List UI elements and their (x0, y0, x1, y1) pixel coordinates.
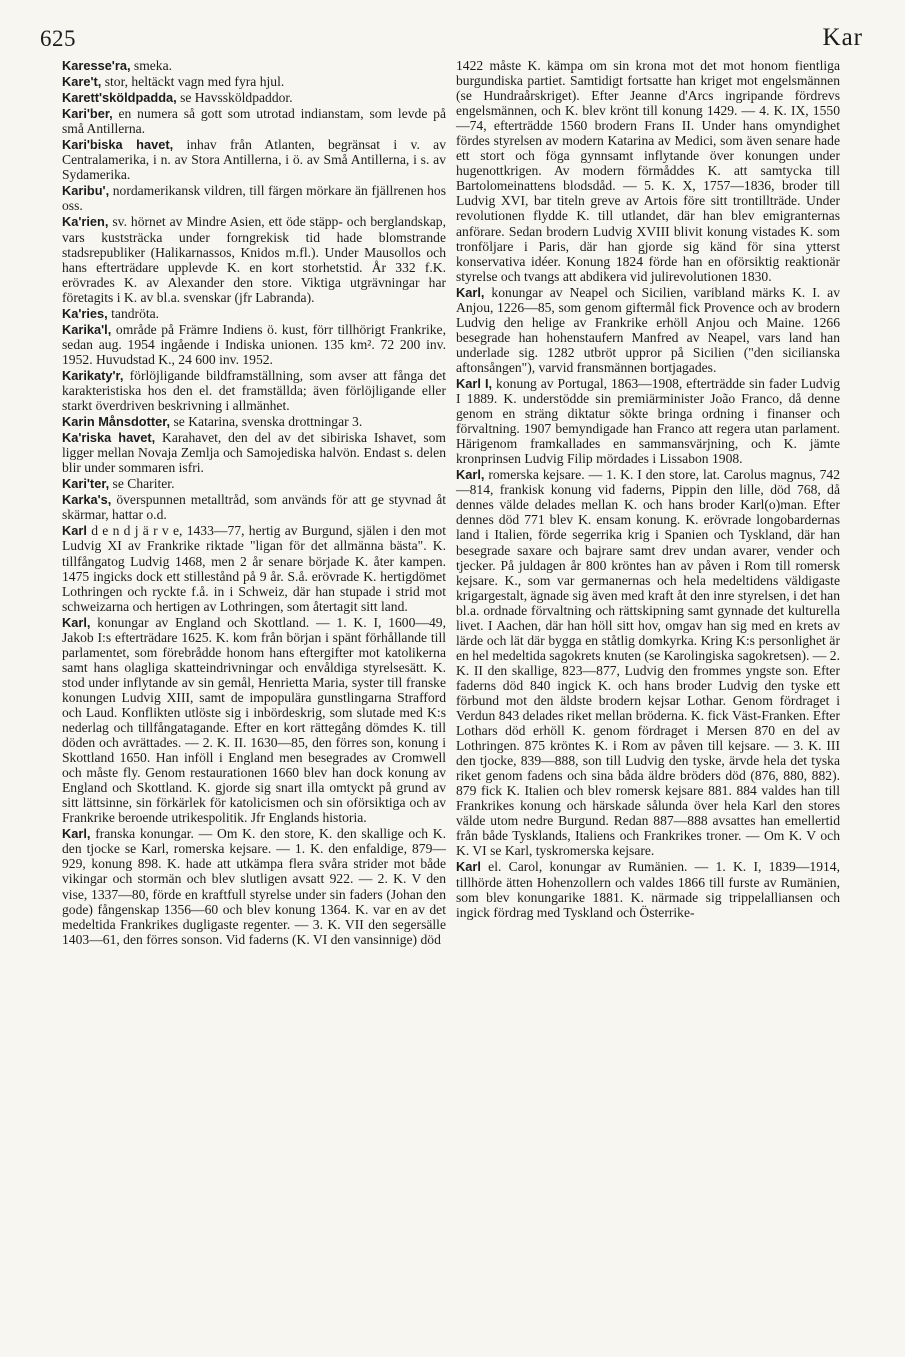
entry (62, 74, 446, 89)
entry (62, 615, 446, 826)
entry (62, 90, 446, 105)
entry (456, 285, 840, 375)
entry-headword: Kari'ter, (62, 476, 110, 492)
entry (62, 826, 446, 946)
entry-text: konung av Portugal, 1863—1908, efterträdde sin fader Ludvig I 1889. K. understödde sin premiärminister João Franco, då denne genom en sträng diktatur sökte bringa ordning i finanser och förvaltning. 1907 bemyndigade han Franco att regera utan parlament. Härigenom framkallades en sammansvärjning, och K. jämte kronprinsen Ludvig Filip mördades i Lissabon 1908. (456, 375, 840, 467)
entry (62, 58, 446, 73)
entry-text: se Havssköldpaddor. (176, 90, 293, 106)
left-column (62, 58, 446, 948)
entry (62, 430, 446, 475)
entry-headword: Karl (62, 523, 87, 539)
entry-text: Karahavet, den del av det sibiriska Ishavet, som ligger mellan Novaja Zemlja och Samojediska halvön. Endast s. delen blir under sommaren isfri. (62, 430, 446, 476)
entry-headword: Kare't, (62, 74, 102, 90)
entry (62, 414, 446, 429)
entry-headword: Karett'sköldpadda, (62, 90, 177, 106)
entry-headword: Karl I, (456, 375, 493, 391)
entry-headword: Karibu', (62, 183, 110, 199)
entry-text: smeka. (130, 58, 173, 73)
entry (62, 137, 446, 182)
right-column (456, 58, 840, 921)
entry-headword: Karikaty'r, (62, 367, 124, 383)
entry-headword: Karesse'ra, (62, 58, 131, 73)
entry-text: d e n d j ä r v e, 1433—77, hertig av Burgund, själen i den mot Ludvig XI av Frankrike riktade "ligan för det allmänna bästa". K. tillfångatog Ludvig 1468, men 2 år senare började K. åter kampen. 1475 ingicks dock ett stillestånd på 9 år. S.å. erövrade K. hertigdömet Lothringen och ryckte f.å. in i Schweiz, där han stupade i strid mot schweizarna och hertigen av Lothringen, som återtagit sitt land. (62, 523, 446, 614)
entry (62, 322, 446, 367)
entry-text: konungar av England och Skottland. — 1. K. I, 1600—49, Jakob I:s efterträdare 1625. K. kom från början i spänt förhållande till parlamentet, som förebrådde honom hans eftergifter mot katolikerna samt hans olagliga skatteindrivningar och envåldiga styrelsesätt. K. stod under inflytande av sin gemål, Henrietta Maria, syster till franske konungen Ludvig XIII, samt de impopulära gunstlingarna Strafford och Laud. Konflikten utlöste sig i inbördeskrig, som slutade med K:s nederlag och tillfångatagande. Efter en kort rättegång dömdes K. till döden och avrättades. — 2. K. II. 1630—85, den förres son, konung i Skottland 1650. Han inföll i England men besegrades av Cromwell och måste fly. Genom restaurationen 1660 blev han dock konung av England och Skottland. K. gjorde sig snart illa omtyckt på grund av sitt lättsinne, sin förkärlek för katolicismen och sin oförsiktiga och av Frankrike beroende utrikespolitik. Jfr Englands historia. (62, 614, 446, 826)
entry (456, 467, 840, 858)
page-number: 625 (40, 26, 76, 51)
entry-text: stor, heltäckt vagn med fyra hjul. (101, 74, 285, 90)
entry-text: se Chariter. (109, 476, 175, 492)
running-head: Kar (822, 24, 863, 51)
entry-headword: Karika'l, (62, 321, 112, 337)
entry-headword: Karl, (62, 826, 91, 842)
entry (456, 58, 840, 284)
entry-headword: Karin Månsdotter, (62, 414, 171, 430)
entry-headword: Kari'biska havet, (62, 137, 174, 153)
entry (62, 106, 446, 136)
entry-headword: Ka'ries, (62, 305, 108, 321)
entry-text: inhav från Atlanten, begränsat i v. av Centralamerika, i n. av Stora Antillerna, i ö. av Små Antillerna, i s. av Sydamerika. (62, 137, 446, 183)
entry-text: en numera så gott som utrotad indianstam, som levde på små Antillerna. (62, 106, 446, 137)
entry-text: nordamerikansk vildren, till färgen mörkare än fjällrenen hos oss. (62, 183, 446, 214)
entry-text: sv. hörnet av Mindre Asien, ett öde stäpp- och berglandskap, vars kuststräcka under forngrekisk tid hade blomstrande stadsrepubliker (Halikarnassos, Knidos m.fl.). Under Mausollos och hans efterträdare upplevde K. en kort storhetstid. År 332 f.K. erövrades K. av Alexander den store. Viktiga utgrävningar har företagits i K. av bl.a. svenskar (jfr Labranda). (62, 214, 446, 305)
entry (456, 859, 840, 919)
entry-headword: Karl, (456, 284, 485, 300)
entry-text: romerska kejsare. — 1. K. I den store, lat. Carolus magnus, 742—814, frankisk konung vid faderns, Pippin den lille, död 768, då dennes välde delades mellan K. och hans broder Karl(o)man. Efter dennes död 771 blev K. ensam konung. K. erövrade longobardernas land i Italien, förde segerrika krig i Spanien och Tyskland, där han besegrade saxare och bajrare samt drev undan avarer, vender och tjecker. På juldagen år 800 kröntes han av påven i Rom till romersk kejsare. K., som var germanernas och hela medeltidens väldigaste krigargestalt, ägnade sig även med kraft åt den inre styrelsen, i det han bl.a. ordnade förvaltning och rättskipning samt gynnade det kulturella livet. I Aachen, där han höll sitt hov, omgav han sig med en krets av lärde och lät där bygga en ståtlig domkyrka. Kring K:s personlighet är en hel medeltida sagokrets knuten (se Karolingiska sagokretsen). — 2. K. II den skallige, 823—877, Ludvig den frommes yngste son. Efter faderns död 840 ingick K. och hans broder Ludvig den tyske ett förbund mot den äldste brodern kejsar Lothar. Genom fördraget i Verdun 843 delades riket mellan bröderna. K. fick Väst-Franken. Efter Lothars död erhöll K. genom fördraget i Mersen 870 en del av Lothringen. 875 kröntes K. i Rom av påven till kejsare. — 3. K. III den tjocke, 839—888, son till Ludvig den tyske, ärvde hela det tyska riket genom fadens och sina båda äldre bröders död (876, 880, 882). 879 fick K. Italien och blev romersk kejsare 881. 884 valdes han till Frankrikes konung och härskade sålunda över hela Karl den stores välde utom nedre Burgund. Redan 887—888 avsattes han emellertid från både Tysklands, Italiens och Frankrikes troner. — Om K. V och K. VI se Karl, tyskromerska kejsare. (456, 467, 840, 859)
entry-text: el. Carol, konungar av Rumänien. — 1. K. I, 1839—1914, tillhörde ätten Hohenzollern och valdes 1866 till furste av Rumänien, som blev konungarike 1881. K. närmade sig trippelalliansen och ingick fördrag med Tyskland och Österrike- (456, 859, 840, 920)
entry (62, 183, 446, 213)
entry-text: se Katarina, svenska drottningar 3. (170, 414, 363, 430)
entry-headword: Karl (456, 859, 481, 875)
entry-headword: Ka'riska havet, (62, 430, 156, 446)
entry-text: konungar av Neapel och Sicilien, varibland märks K. I. av Anjou, 1226—85, som genom giftermål fick Provence och av brodern Ludvig den helige av Frankrike erhöll Anjou och Maine. 1266 besegrade han hohenstaufern Manfred av Neapel, vars land han underlade sig. 1282 utbröt uppror på Sicilien ("den sicilianska aftonsången"), varvid fransmännen bortjagades. (456, 284, 840, 375)
entry (62, 492, 446, 522)
entry (62, 368, 446, 413)
entry (62, 306, 446, 321)
entry-headword: Ka'rien, (62, 214, 109, 230)
entry-text: 1422 måste K. kämpa om sin krona mot det mot honom fientliga burgundiska partiet. Samtidigt fortsatte han kriget mot engelsmännen (se Hundraårskriget). Efter Jeanne d'Arcs ingripande fördrevs engelsmännen, och K. blev krönt till konung 1429. — 4. K. IX, 1550—74, efterträdde 1560 brodern Frans II. Under hans omyndighet fördes styrelsen av modern Katarina av Medici, som även senare hade ett stort och föga gynnsamt inflytande över konungen under hugenottkrigen. Av modern förmåddes K. att samtycka till Bartolomeinattens blodsdåd. — 5. K. X, 1757—1836, broder till Ludvig XVI, bar titeln greve av Artois före sitt trontillträde. Under revolutionen flydde K. till utlandet, där han blev emigranternas anförare. Sedan brodern Ludvig XVIII blivit konung vistades K. som tronföljare i Paris, där han gjorde sig känd för sina ytterst konservativa idéer. Konung 1824 förde han en oförsiktig reaktionär styrelse och tvangs att abdikera vid julirevolutionen 1830. (456, 58, 840, 284)
entry-headword: Karka's, (62, 492, 112, 508)
entry-text: område på Främre Indiens ö. kust, förr tillhörigt Frankrike, sedan aug. 1954 ingående i Indiska unionen. 135 km². 72 200 inv. 1952. Huvudstad K., 24 600 inv. 1952. (62, 321, 446, 367)
entry (456, 376, 840, 466)
entry (62, 214, 446, 304)
entry (62, 523, 446, 613)
entry-text: överspunnen metalltråd, som används för att ge styvnad åt skärmar, hattar o.d. (62, 492, 446, 523)
entry-text: tandröta. (107, 305, 160, 321)
entry-headword: Karl, (62, 614, 91, 630)
entry-headword: Karl, (456, 467, 485, 483)
entry (62, 476, 446, 491)
entry-headword: Kari'ber, (62, 106, 113, 122)
entry-text: franska konungar. — Om K. den store, K. den skallige och K. den tjocke se Karl, romerska kejsare. — 1. K. den enfaldige, 879—929, konung 898. K. hade att utkämpa flera svåra strider mot både vikingar och stormän och blev slutligen avsatt 922. — 2. K. V den vise, 1337—80, förde en kraftfull styrelse under sin faders (Johan den gode) fångenskap 1356—60 och blev konung 1364. K. var en av det medeltida Frankrikes dugligaste regenter. — 3. K. VII den segersälle 1403—61, den förres sonson. Vid faderns (K. VI den vansinnige) död (62, 826, 446, 947)
entry-text: förlöjligande bildframställning, som avser att fånga det karakteristiska hos den el. det framställda; även förlöjligande eller starkt överdriven beskrivning i allmänhet. (62, 367, 446, 414)
